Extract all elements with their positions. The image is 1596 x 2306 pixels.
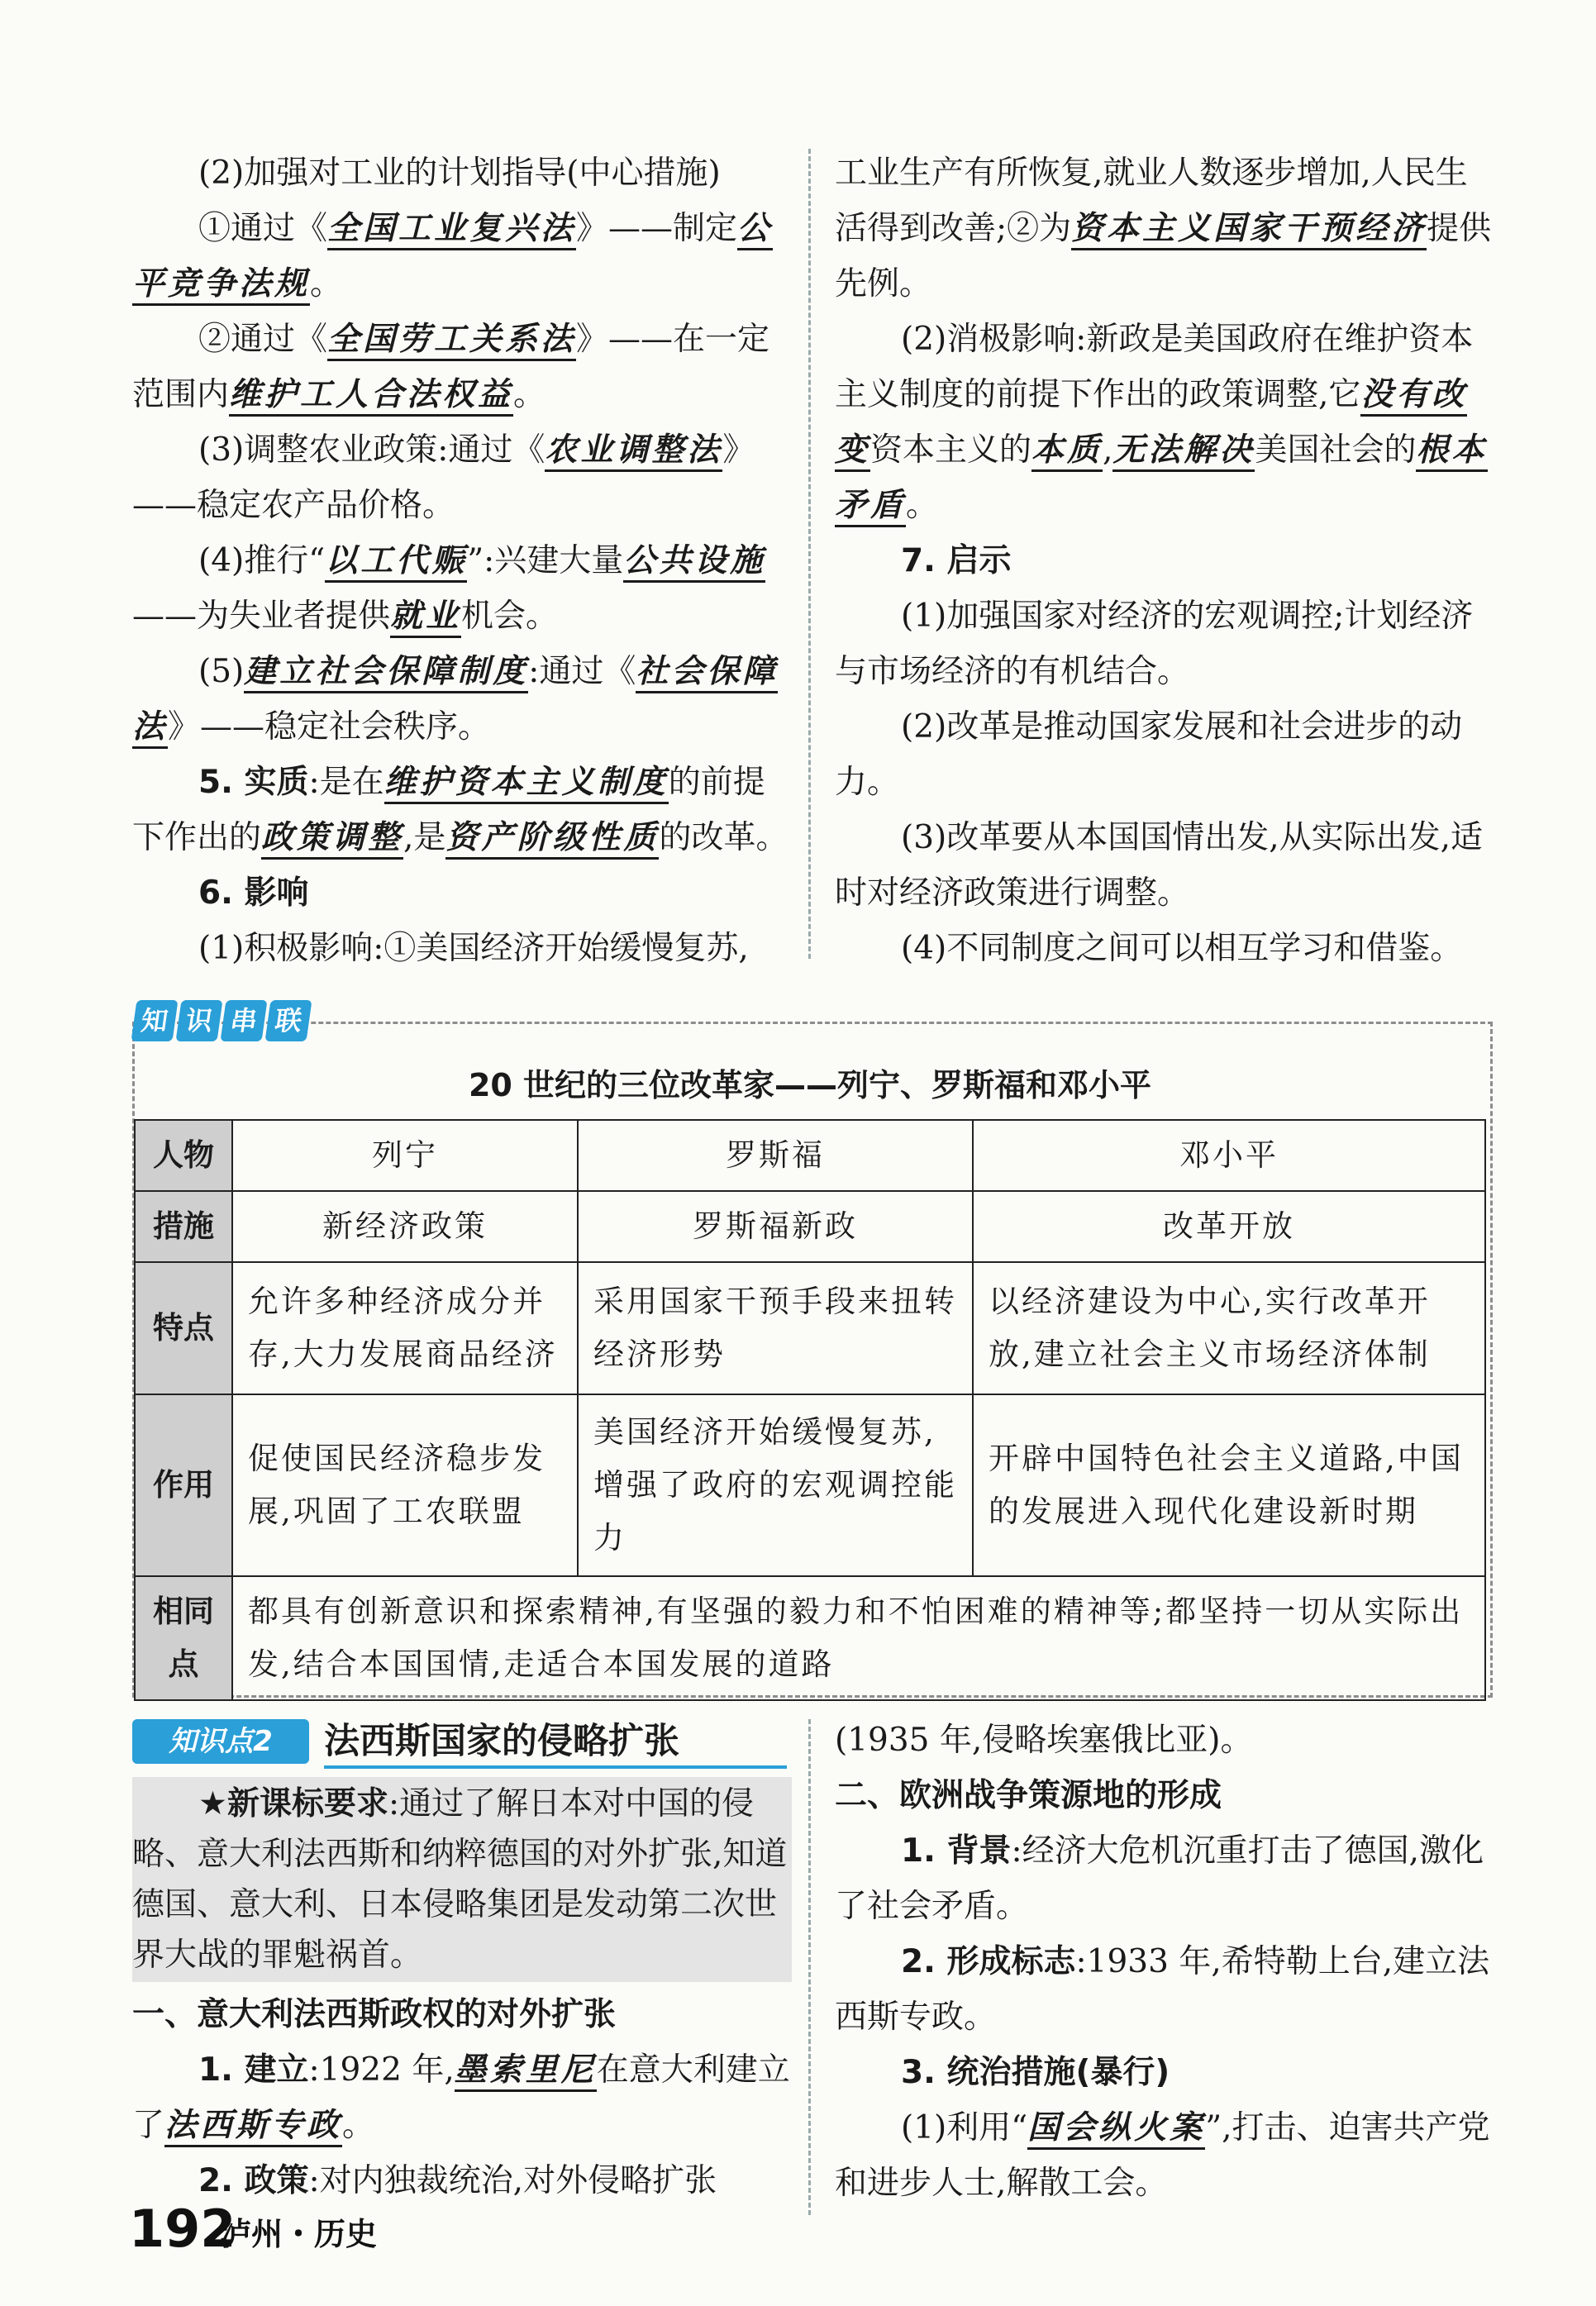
paragraph: [132, 921, 793, 976]
row-header: 措施: [135, 1191, 232, 1262]
table-cell: 以经济建设为中心,实行改革开放,建立社会主义市场经济体制: [973, 1262, 1485, 1394]
table-cell: 罗斯福: [578, 1120, 973, 1191]
column-divider: [808, 149, 811, 959]
text: 提供先例。: [835, 210, 1492, 303]
text: ,: [1103, 431, 1113, 469]
left-column-bottom: [132, 1987, 793, 2208]
text: :1922 年,: [308, 2051, 455, 2089]
section-tag: 知识点2: [132, 1719, 309, 1764]
text: ②通过《: [198, 321, 328, 358]
table-row: [135, 1576, 1485, 1700]
text: 3. 统治措施(暴行): [901, 2054, 1170, 2091]
tag-char: 识: [175, 1000, 222, 1041]
row-header: 作用: [135, 1394, 232, 1576]
paragraph: [835, 1934, 1492, 2045]
text: :经济大危机沉重打击了德国,激化了社会矛盾。: [835, 1832, 1484, 1925]
text: 一、意大利法西斯政权的对外扩张: [132, 1996, 617, 2033]
text: 》——制定: [576, 210, 738, 247]
table-row: [135, 1120, 1485, 1191]
paragraph: [132, 755, 793, 865]
table-cell: 改革开放: [973, 1191, 1485, 1262]
table-cell: 罗斯福新政: [578, 1191, 973, 1262]
answer-text: 本质: [1031, 431, 1103, 472]
text: ”,打击、迫害共产党和进步人士,解散工会。: [835, 2109, 1490, 2202]
text: 工业生产有所恢复,就业人数逐步增加,人民生活得到改善;②为: [835, 155, 1468, 247]
table-cell: 列宁: [232, 1120, 578, 1191]
text: ,是: [403, 819, 446, 856]
paragraph: [132, 533, 793, 644]
text: :是在: [308, 764, 384, 801]
paragraph: [835, 312, 1492, 533]
table-row: [135, 1191, 1485, 1262]
answer-text: 全国工业复兴法: [327, 209, 576, 250]
text: ”:兴建大量: [467, 542, 624, 579]
row-header: 相同点: [135, 1576, 232, 1700]
paragraph: [132, 312, 793, 422]
row-header: 人物: [135, 1120, 232, 1191]
curriculum-requirement: [132, 1777, 792, 1982]
table-title: 20 世纪的三位改革家——列宁、罗斯福和邓小平: [468, 1067, 1152, 1103]
subheading: 1. 背景: [901, 1832, 1012, 1870]
text: :通过了解日本对中国的侵略、意大利法西斯和纳粹德国的对外扩张,知道德国、意大利、日本侵略集团是发动第二次世界大战的罪魁祸首。: [132, 1785, 788, 1974]
text: :1933 年,希特勒上台,建立法西斯专政。: [835, 1943, 1490, 2036]
subheading: 2. 形成标志: [901, 1943, 1076, 1980]
row-header: 特点: [135, 1262, 232, 1394]
answer-text: 维护工人合法权益: [229, 375, 513, 417]
text: 美国社会的: [1255, 431, 1417, 469]
section-title: 法西斯国家的侵略扩张: [324, 1718, 787, 1769]
answer-text: 维护资本主义制度: [384, 763, 669, 804]
knowledge-tag: [134, 1000, 309, 1045]
answer-text: 以工代赈: [325, 541, 467, 583]
text: (1)利用“: [901, 2109, 1028, 2146]
table-cell: 促使国民经济稳步发展,巩固了工农联盟: [232, 1394, 578, 1576]
paragraph: [132, 2042, 793, 2153]
right-column-bottom: [835, 1713, 1492, 2211]
text: ——为失业者提供: [132, 598, 391, 635]
paragraph: [835, 1713, 1492, 1768]
text: 在意大利建立了: [132, 2051, 790, 2144]
paragraph: [132, 422, 793, 533]
text: 6. 影响: [198, 874, 309, 912]
right-column-top: [835, 145, 1492, 976]
text: (2)消极影响:新政是美国政府在维护资本主义制度的前提下作出的政策调整,它: [835, 321, 1474, 413]
tag-char: 联: [264, 1000, 312, 1041]
table-cell: 采用国家干预手段来扭转经济形势: [578, 1262, 973, 1394]
heading: [132, 1987, 793, 2042]
answer-text: 建立社会保障制度: [244, 652, 528, 693]
paragraph: [835, 699, 1492, 810]
paragraph: [132, 644, 793, 755]
page-number: 192: [129, 2199, 236, 2259]
table-cell: 邓小平: [973, 1120, 1485, 1191]
answer-text: 公共设施: [623, 541, 765, 583]
answer-text: 资产阶级性质: [445, 818, 659, 860]
paragraph: [132, 1779, 792, 1980]
subheading: 1. 建立: [198, 2051, 309, 2089]
text: 》——稳定农产品价格。: [132, 431, 755, 524]
subheading: 5. 实质: [198, 764, 309, 801]
text: (4)推行“: [198, 542, 326, 579]
text: (1)加强国家对经济的宏观调控;计划经济与市场经济的有机结合。: [835, 598, 1474, 690]
answer-text: 公平竞争法规: [132, 209, 773, 306]
table-cell-merged: 都具有创新意识和探索精神,有坚强的毅力和不怕困难的精神等;都坚持一切从实际出发,结合本国国情,走适合本国发展的道路: [232, 1576, 1485, 1700]
answer-text: 墨索里尼: [455, 2051, 597, 2092]
footer-subject: 泸州・历史: [220, 2216, 378, 2252]
left-column-top: [132, 145, 793, 976]
text: (1935 年,侵略埃塞俄比亚)。: [835, 1722, 1253, 1759]
text: 的改革。: [659, 819, 788, 856]
answer-text: 法西斯专政: [164, 2106, 342, 2147]
subheading: 2. 政策: [198, 2162, 309, 2199]
text: 资本主义的: [870, 431, 1032, 469]
tag-char: 串: [220, 1000, 267, 1041]
text: (5): [198, 653, 245, 690]
text: (1)积极影响:①美国经济开始缓慢复苏,: [198, 930, 749, 967]
text: 》——稳定社会秩序。: [168, 708, 491, 746]
table-row: [135, 1262, 1485, 1394]
answer-text: 全国劳工关系法: [327, 320, 576, 361]
text: (2)加强对工业的计划指导(中心措施): [198, 155, 721, 192]
heading: [835, 1768, 1492, 1823]
column-divider: [808, 1719, 811, 2215]
answer-text: 社会保障法: [132, 652, 778, 749]
table-row: [135, 1394, 1485, 1576]
table-cell: 开辟中国特色社会主义道路,中国的发展进入现代化建设新时期: [973, 1394, 1485, 1576]
answer-text: 就业: [390, 597, 461, 638]
text: 》——在一定范围内: [132, 321, 770, 413]
table-cell: 新经济政策: [232, 1191, 578, 1262]
text: 。: [342, 2107, 375, 2144]
text: 的前提下作出的: [132, 764, 765, 856]
text: 。: [513, 376, 546, 413]
answer-text: 无法解决: [1112, 431, 1255, 472]
answer-text: 根本矛盾: [835, 431, 1488, 527]
text: 。: [310, 265, 343, 303]
paragraph: [835, 2100, 1492, 2211]
text: 。: [906, 487, 939, 524]
reformers-table: [134, 1119, 1486, 1701]
answer-text: 资本主义国家干预经济: [1071, 209, 1427, 250]
text: ①通过《: [198, 210, 328, 247]
paragraph: [835, 810, 1492, 921]
text: :对内独裁统治,对外侵略扩张: [308, 2162, 717, 2199]
text: 机会。: [461, 598, 559, 635]
paragraph: [132, 145, 793, 201]
answer-text: 国会纵火案: [1027, 2108, 1205, 2150]
subheading: [835, 533, 1492, 588]
text: 二、欧洲战争策源地的形成: [835, 1777, 1222, 1814]
text: 7. 启示: [901, 542, 1012, 579]
subheading: [835, 2045, 1492, 2100]
subheading: [132, 865, 793, 921]
tag-char: 知: [131, 1000, 178, 1041]
paragraph: [132, 201, 793, 312]
text: (2)改革是推动国家发展和社会进步的动力。: [835, 708, 1463, 801]
text: :通过《: [528, 653, 636, 690]
text: (3)调整农业政策:通过《: [198, 431, 545, 469]
text: (3)改革要从本国国情出发,从实际出发,适时对经济政策进行调整。: [835, 819, 1484, 912]
paragraph: [835, 1823, 1492, 1934]
table-cell: 允许多种经济成分并存,大力发展商品经济: [232, 1262, 578, 1394]
paragraph: [835, 588, 1492, 699]
paragraph: [835, 145, 1492, 312]
text: (4)不同制度之间可以相互学习和借鉴。: [901, 930, 1463, 967]
requirement-label: ★新课标要求: [198, 1785, 388, 1822]
paragraph: [835, 921, 1492, 976]
answer-text: 政策调整: [261, 818, 403, 860]
answer-text: 农业调整法: [545, 431, 722, 472]
answer-text: 没有改变: [835, 375, 1467, 472]
table-cell: 美国经济开始缓慢复苏,增强了政府的宏观调控能力: [578, 1394, 973, 1576]
